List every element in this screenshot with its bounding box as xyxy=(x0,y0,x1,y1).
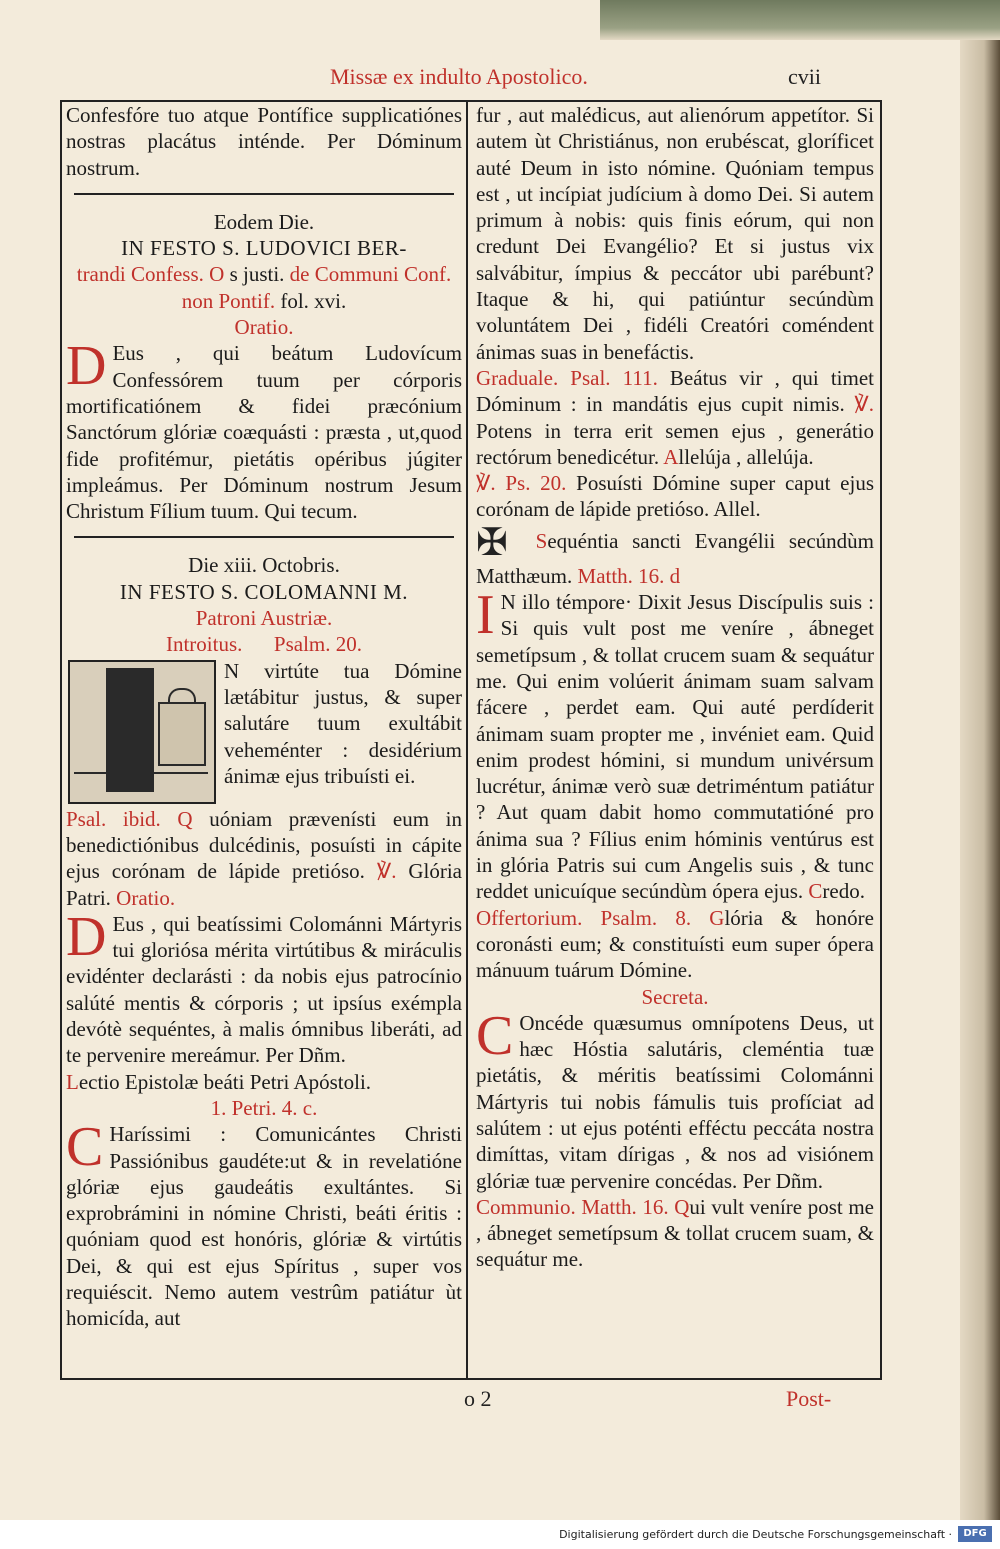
drop-capital: C xyxy=(66,1116,104,1179)
section-subtitle: Patroni Austriæ. xyxy=(195,606,333,631)
drop-capital: C xyxy=(476,1004,514,1067)
gospel-body: N illo témpore· Dixit Jesus Discípulis suis : Si quis vult post me veníre , ábneget semetípsum , & tollat crucem suam & sequátur me. Qui enim volúerit ánimam suam salvam fácere , perdet eam. Qui auté perdíderit ánimam suam propter me , invéniet eam. Quid enim prodest hómini, si mundum univérsum lucrétur, ánimæ verò suæ detriméntum patiátur ? Aut quam dabit homo commutatióné pro ánima sua ? Fílius enim hóminis ventúrus est in glória Patris sui cum Angelis suis , & tunc reddet unicuíque secúndùm ópera ejus. xyxy=(476,590,874,904)
introitus-heading xyxy=(66,631,462,657)
sequentia-heading xyxy=(476,523,874,589)
communio-text: ui vult veníre post me , ábneget semetípsum & tollat crucem suam, & sequátur me. xyxy=(476,1194,874,1272)
graduale xyxy=(476,365,874,470)
introitus-text xyxy=(66,658,462,789)
secreta-heading: Secreta. xyxy=(641,984,709,1009)
signature-mark: o 2 xyxy=(464,1386,492,1411)
introitus-label: Introitus. xyxy=(165,632,243,657)
woodcut-building xyxy=(158,702,206,766)
graduale-label: Graduale. Psal. 111. xyxy=(476,365,658,390)
fleuron-glyph: ✠ xyxy=(476,521,508,564)
catchword: Post- xyxy=(786,1386,832,1411)
section-rule xyxy=(74,193,454,195)
sequentia-initial: S xyxy=(535,528,548,553)
versicle-mark: ℣. xyxy=(854,392,874,417)
alleluia-initial: A xyxy=(663,444,679,469)
sequentia-title: equéntia sancti Evangélii secúndùm Matthæum. xyxy=(476,528,874,588)
right-column xyxy=(476,102,874,1273)
oratio-text xyxy=(66,335,462,524)
woodcut-ground xyxy=(74,772,208,774)
offertorium xyxy=(476,905,874,984)
psalm-body: Posuísti Dómine super caput ejus corónam de lápide pretióso. Allel. xyxy=(476,471,875,522)
psalm-label: ℣. Ps. 20. xyxy=(476,471,567,496)
lectio-heading xyxy=(66,1069,462,1095)
section-day: Die xiii. Octobris. xyxy=(188,553,340,578)
credo-initial: C xyxy=(808,879,823,904)
communio-label: Communio. Matth. 16. Q xyxy=(476,1194,690,1219)
lectio-initial: L xyxy=(66,1069,79,1094)
offertorium-text: lória & honóre coronásti eum; & constituísti eum super ópera mánuum tuárum Dómine. xyxy=(476,905,874,983)
psalm-ref: Psalm. 20. xyxy=(273,632,362,657)
lectio-continuation: fur , aut malédicus, aut alienórum appetítor. Si autem ùt Christiánus, non erubéscat, gloríficet auté Deum in isto nómine. Quóniam tempus est , ut incípiat judícium à domo Dei. Si autem primum à nobis: quis finis eórum, qui non credunt Dei Evangélio? Et si justus vix salvábitur, ímpius & peccátor ubi parébunt? Itaque & hi, qui patiúntur secúndùm voluntátem Dei , fidéli Creatóri coméndent ánimas suas in benefáctis. xyxy=(476,103,874,364)
oratio-heading: Oratio. xyxy=(234,315,294,340)
credo-text: redo. xyxy=(822,879,865,904)
rubric-red: de Communi Conf. non Pontif. xyxy=(181,262,452,313)
oratio-body: Eus , qui beátum Ludovícum Confessórem tuum per córporis mortificatiónem & fidei præcónium Sanctórum glóriæ coæquásti : præsta , ut,quod fide profitémur, pietátis opéribus júgiter impleámus. Per Dóminum nostrum Jesum Christum Fílium tuum. Qui tecum. xyxy=(66,341,462,524)
gospel-reference: Matth. 16. d xyxy=(577,563,681,588)
oratio-heading: Oratio. xyxy=(116,885,176,910)
psalm-label: Psal. ibid. Q xyxy=(66,806,193,831)
column-divider xyxy=(466,100,468,1378)
gloria-text: Glória Patri. xyxy=(66,859,463,910)
gospel-text xyxy=(476,584,874,905)
communio xyxy=(476,1194,874,1273)
section-rule xyxy=(74,536,454,538)
oratio-text xyxy=(66,905,462,1069)
lectio-reference: 1. Petri. 4. c. xyxy=(210,1095,318,1120)
drop-capital: I xyxy=(476,584,495,647)
section-title: IN FESTO S. COLOMANNI M. xyxy=(119,579,409,604)
introitus-body: N virtúte tua Dómine lætábitur justus, & super salutáre tuum exultábit veheménter : desidérium ánimæ ejus tribuísti ei. xyxy=(224,658,462,788)
psalm-versicle xyxy=(476,470,874,523)
folio-number: cvii xyxy=(788,64,821,89)
lectio-title: ectio Epistolæ beáti Petri Apóstoli. xyxy=(78,1069,372,1094)
drop-capital: D xyxy=(66,335,107,398)
versicle-mark: ℣. xyxy=(376,859,397,884)
book-cover-edge xyxy=(600,0,1000,40)
graduale-text: Beátus vir , qui timet Dóminum : in mandátis ejus cupit nimis. xyxy=(476,365,874,417)
prayer-continuation: Confesfóre tuo atque Pontífice supplicatiónes nostras placátus inténde. Per Dóminum nostrum. xyxy=(66,103,462,180)
rubric-red: trandi Confess. O xyxy=(76,262,225,287)
secreta-body: Oncéde quæsumus omnípotens Deus, ut hæc Hóstia salutáris, cleméntia tuæ pietátis, & méritis beatíssimi Colománni Mártyris tui nobis fámulis tuis profíciat ad salútem : ut ejus poténti efféctu peccáta nostra dimíttas, vitam dírigas , & nos ad visiónem glóriæ tuæ pervenire concédas. Per Dñm. xyxy=(476,1010,874,1193)
section-title: IN FESTO S. LUDOVICI BER- xyxy=(121,236,407,261)
offertorium-label: Offertorium. Psalm. 8. G xyxy=(476,905,725,930)
left-column xyxy=(66,102,462,1332)
fleuron-ornament xyxy=(476,523,516,563)
drop-capital: D xyxy=(66,905,107,968)
alleluia-text: llelúja , allelúja. xyxy=(678,444,814,469)
dfg-logo: DFG xyxy=(958,1526,992,1542)
section-rubric xyxy=(66,261,462,314)
oratio-body: Eus , qui beatíssimi Colománni Mártyris tui gloriósa mérita virtútibus & miráculis evidénter declarásti : da nobis ejus patrocínio salúté mentis & córporis ; ut ipsíus exémpla devótè sequéntes, à malis ómnibus liberáti, ad te pervenire mereámur. Per Dñm. xyxy=(66,911,462,1068)
woodcut-initial-I xyxy=(68,660,216,804)
rubric-black: s justi. xyxy=(229,262,285,287)
footer-credit: Digitalisierung gefördert durch die Deutsche Forschungsgemeinschaft · xyxy=(559,1528,952,1541)
psalm-text xyxy=(66,806,462,911)
lectio-text xyxy=(66,1116,462,1331)
lectio-body: Haríssimi : Comunicántes Christi Passiónibus gaudéte:ut & in revelatióne glóriæ ejus gaudeátis exultántes. Si exprobrámini in nómine Christi, beáti éritis : quóniam quod est honóris, glóriæ & virtútis Dei, & qui est ejus Spíritus , super vos requiéscit. Nemo autem vestrûm patiátur ùt homicída, aut xyxy=(66,1122,462,1331)
rubric-black: fol. xvi. xyxy=(280,288,347,313)
psalm-body: uóniam prævenísti eum in benedictiónibus dulcédinis, posuísti in cápite ejus corónam de lápide pretióso. xyxy=(66,806,463,884)
graduale-versicle: Potens in terra erit semen ejus , generátio rectórum benedicétur. xyxy=(476,418,874,469)
running-title: Missæ ex indulto Apostolico. xyxy=(330,64,588,89)
section-day: Eodem Die. xyxy=(213,209,315,234)
secreta-text xyxy=(476,1004,874,1194)
page-edge xyxy=(960,0,1000,1520)
